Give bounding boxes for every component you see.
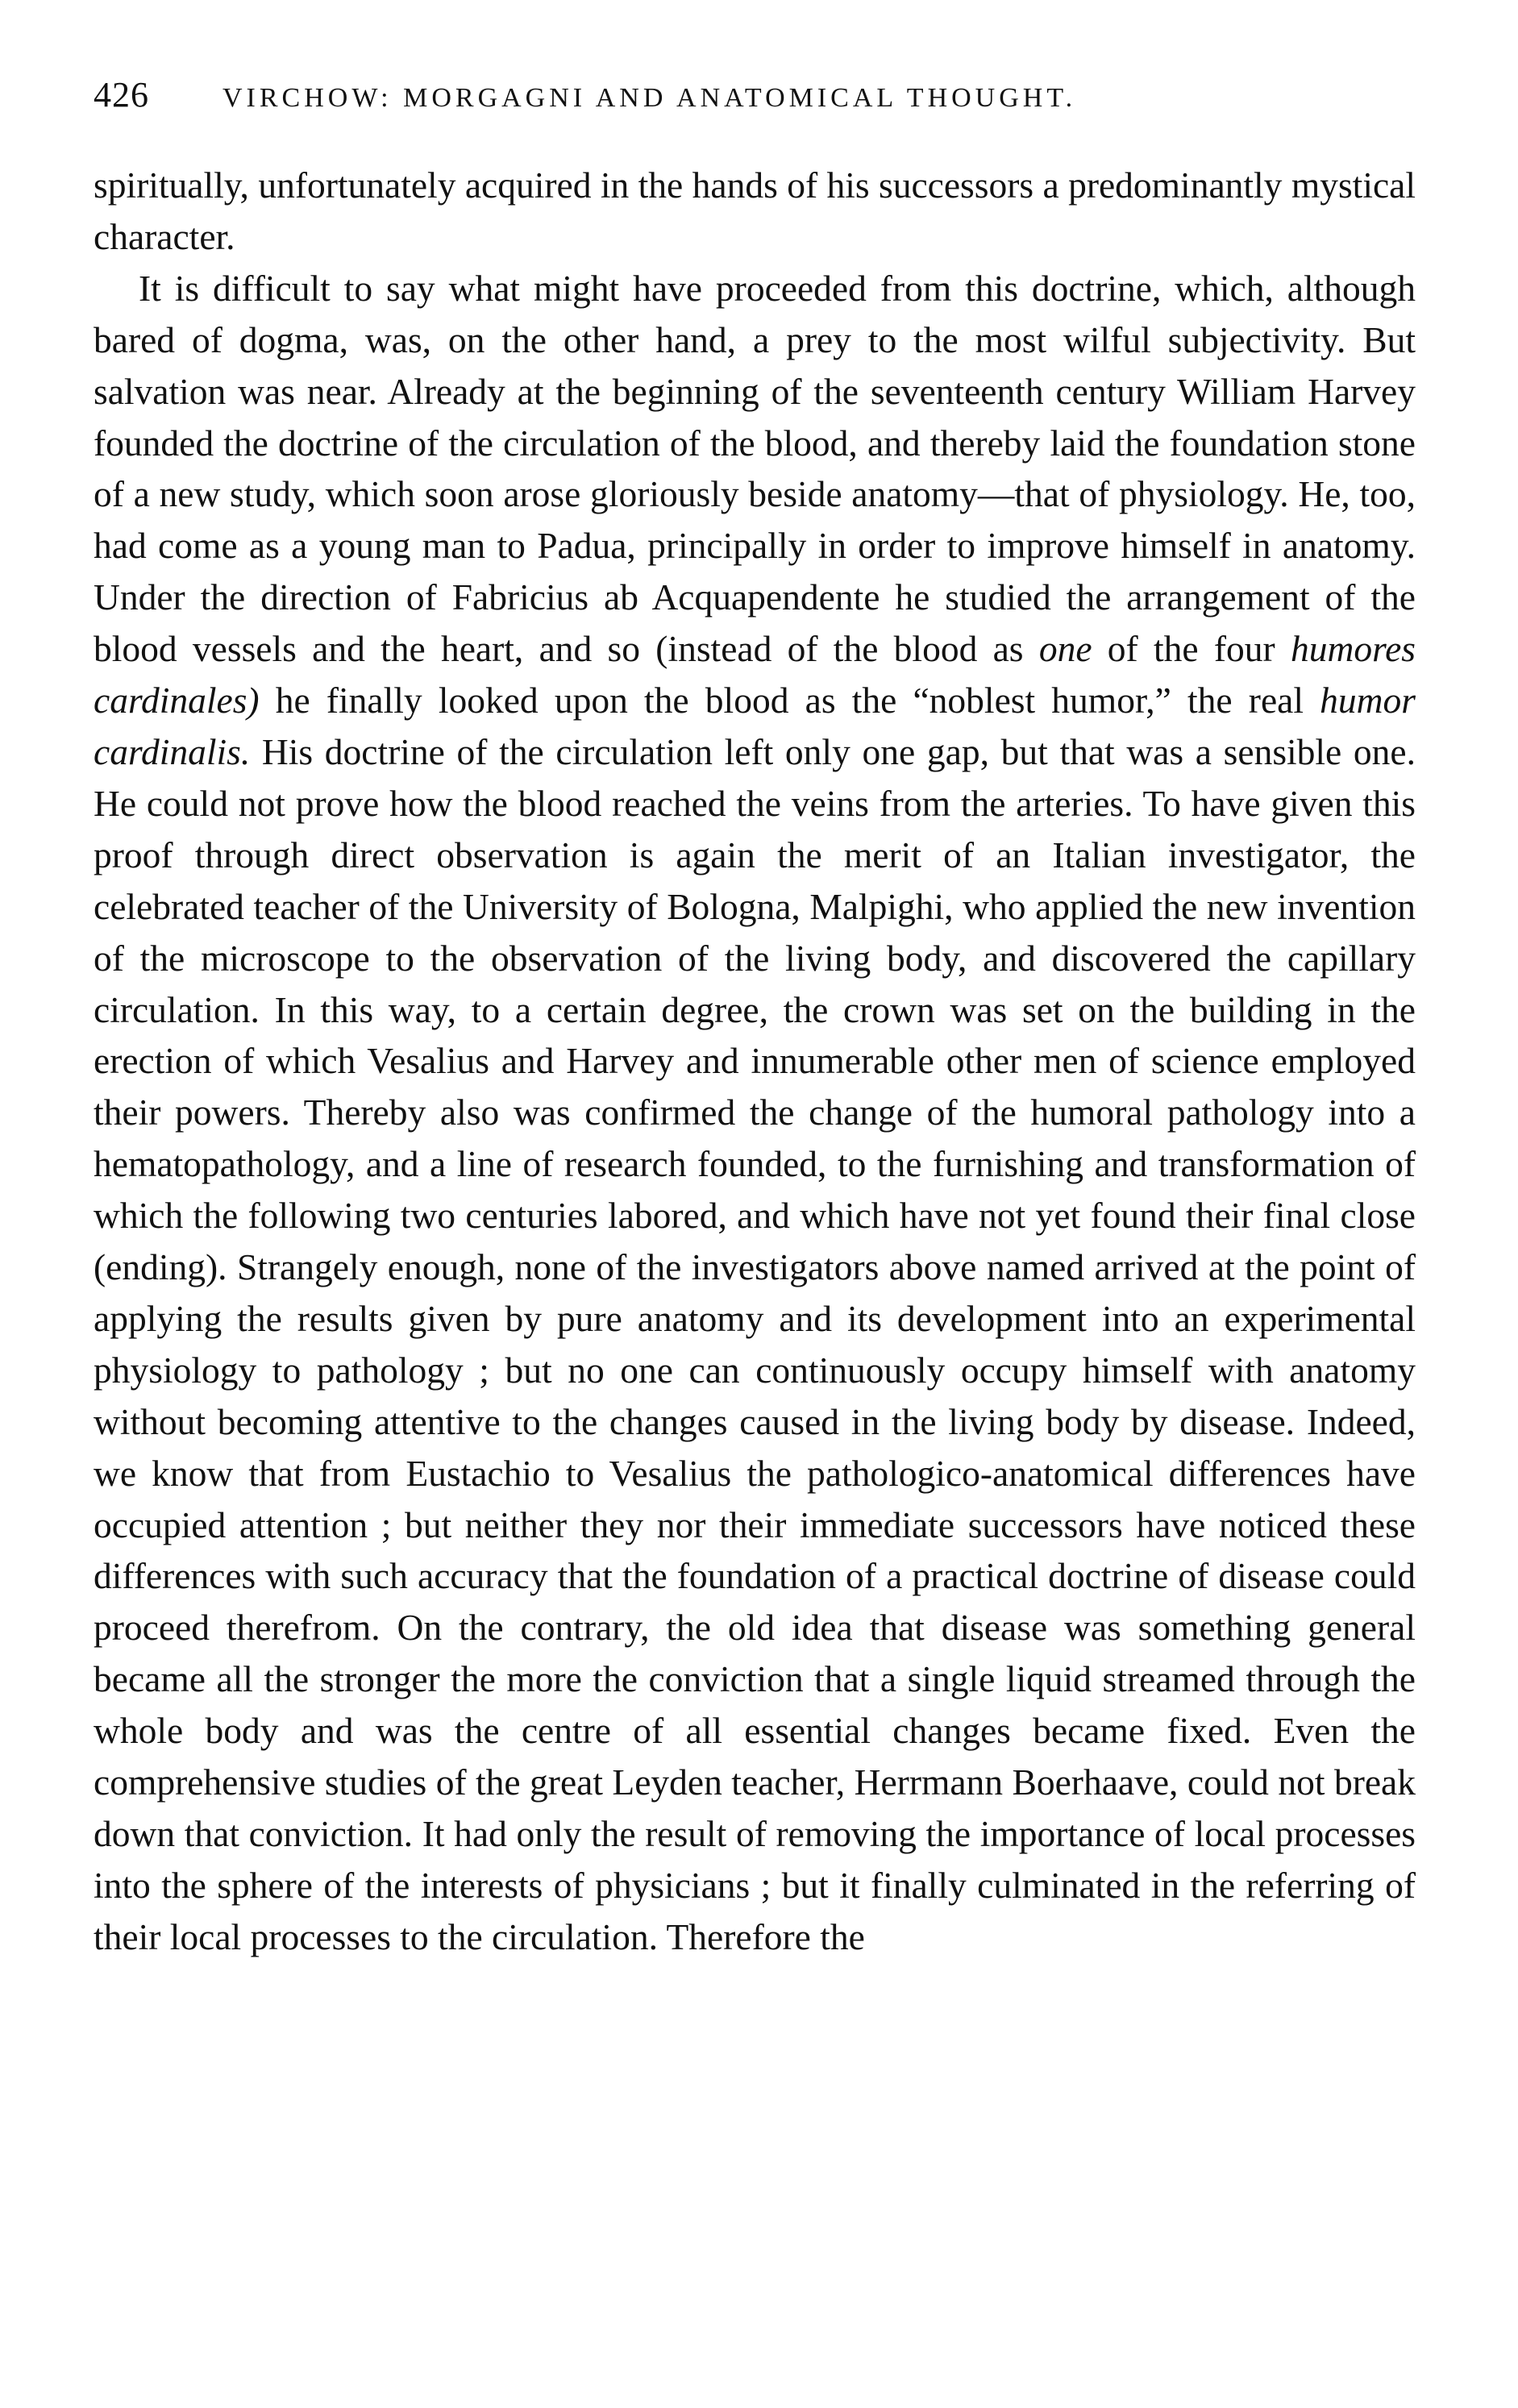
italic-text-segment: humor cardinalis. <box>94 680 1416 772</box>
text-segment: of the four <box>1092 628 1291 670</box>
text-segment: he finally looked upon the blood as the “noblest humor,” the real <box>259 680 1320 722</box>
body-text <box>94 160 1416 1963</box>
italic-text-segment: one <box>1038 628 1092 670</box>
text-segment: His doctrine of the circulation left only one gap, but that was a sensible one. He could not prove how the blood reached the veins from the arteries. To have given this proof through direct observation is again the merit of an Italian investigator, the celebrated teacher of the University of Bologna, Malpighi, who applied the new invention of the microscope to the observation of the living body, and discovered the capillary circulation. In this way, to a certain degree, the crown was set on the building in the erection of which Vesalius and Harvey and innumerable other men of science employed their powers. Thereby also was confirmed the change of the humoral pathology into a hematopathology, and a line of research founded, to the furnishing and transformation of which the following two centuries labored, and which have not yet found their final close (ending). Strangely enough, none of the investigators above named arrived at the point of applying the results given by pure anatomy and its development into an experimental physiology to pathology ; but no one can continuously occupy himself with anatomy without becoming attentive to the changes caused in the living body by disease. Indeed, we know that from Eustachio to Vesalius the pathologico-anatomical differences have occupied attention ; but neither they nor their immediate successors have noticed these differences with such accuracy that the foundation of a practical doctrine of disease could proceed therefrom. On the contrary, the old idea that disease was something general became all the stronger the more the conviction that a single liquid streamed through the whole body and was the centre of all essential changes became fixed. Even the comprehensive studies of the great Leyden teacher, Herrmann Boerhaave, could not break down that conviction. It had only the result of removing the importance of local processes into the sphere of the interests of physicians ; but it finally culminated in the referring of their local processes to the circulation. Therefore the <box>94 730 1416 1957</box>
italic-text-segment: humores cardinales) <box>94 628 1416 722</box>
paragraph-continuation <box>94 160 1416 263</box>
text-segment: spiritually, unfortunately acquired in the hands of his successors a predominantly mystical character. <box>94 164 1416 257</box>
page-number: 426 <box>94 75 149 114</box>
text-segment: It is difficult to say what might have proceeded from this doctrine, which, although bared of dogma, was, on the other hand, a prey to the most wilful subjectivity. But salvation was near. Already at the beginning of the seventeenth century William Harvey founded the doctrine of the circulation of the blood, and thereby laid the foundation stone of a new study, which soon arose gloriously beside anatomy—that of physiology. He, too, had come as a young man to Padua, principally in order to improve himself in anatomy. Under the direction of Fabricius ab Acquapendente he studied the arrangement of the blood vessels and the heart, and so (instead of the blood as <box>94 267 1416 670</box>
book-page <box>94 74 1416 1963</box>
paragraph-harvey <box>94 263 1416 1963</box>
running-head-title: VIRCHOW: MORGAGNI AND ANATOMICAL THOUGHT. <box>223 83 1077 113</box>
running-head <box>94 74 1416 139</box>
